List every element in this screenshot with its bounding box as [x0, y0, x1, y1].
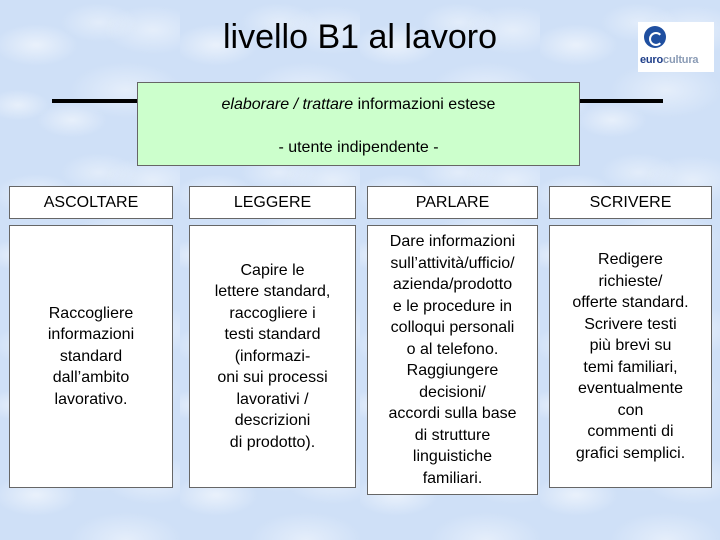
cell-line: informazioni: [47, 326, 135, 344]
column-cell-ascoltare: [9, 225, 173, 488]
cell-line: grafici semplici.: [575, 444, 686, 462]
subtitle-line1: [138, 96, 579, 114]
logo-text-euro: euro: [640, 54, 664, 66]
cell-line: di prodotto).: [229, 433, 316, 451]
cell-line: Capire le: [240, 261, 305, 279]
cell-text: [48, 303, 134, 411]
cell-line: raccogliere i: [229, 304, 316, 322]
subtitle-box: [137, 82, 580, 166]
cell-line: Raggiungere: [406, 362, 499, 379]
column-header-leggere: LEGGERE: [189, 186, 356, 219]
column-cell-leggere: [189, 225, 356, 488]
cell-line: decisioni/: [419, 383, 486, 401]
divider-left: [52, 99, 138, 103]
cell-line: Raccogliere: [48, 304, 134, 322]
cell-line: Dare informazioni: [389, 233, 516, 250]
cell-line: dall’ambito: [52, 369, 130, 387]
cell-line: richieste/: [598, 272, 663, 290]
subtitle-emphasis: elaborare / trattare: [221, 96, 354, 113]
cell-line: azienda/prodotto: [392, 276, 513, 293]
cell-line: sull’attività/ufficio/: [390, 254, 515, 272]
subtitle-line2: - utente indipendente -: [278, 139, 439, 156]
cell-line: lavorativo.: [54, 390, 128, 408]
cell-line: di strutture: [414, 426, 491, 444]
cell-line: con: [617, 401, 644, 419]
cell-text: [215, 260, 331, 454]
cell-line: commenti di: [587, 423, 674, 440]
cell-line: testi standard: [224, 326, 321, 344]
subtitle-rest: informazioni estese: [353, 96, 496, 113]
cell-line: offerte standard.: [572, 294, 689, 311]
cell-line: temi familiari,: [583, 358, 678, 376]
column-header-scrivere: SCRIVERE: [549, 186, 712, 219]
logo-text-cultura: cultura: [663, 54, 699, 66]
logo-wordmark: [640, 54, 698, 66]
cell-line: linguistiche: [412, 448, 493, 465]
cell-line: lavorativi /: [236, 390, 309, 408]
cell-line: descrizioni: [234, 412, 311, 430]
cell-line: familiari.: [422, 469, 483, 487]
cell-line: Redigere: [598, 251, 663, 268]
column-cell-scrivere: [549, 225, 712, 488]
cell-line: colloqui personali: [390, 319, 515, 336]
column-cell-parlare: [367, 225, 538, 495]
divider-right: [580, 99, 663, 103]
cell-text: [388, 231, 516, 489]
cell-line: oni sui processi: [217, 369, 328, 387]
cell-line: più brevi su: [589, 337, 672, 354]
cell-line: standard: [59, 347, 123, 365]
cell-line: e le procedure in: [392, 297, 513, 315]
page-title: livello B1 al lavoro: [222, 18, 498, 56]
cell-line: lettere standard,: [214, 283, 331, 301]
cell-line: (informazi-: [234, 347, 311, 365]
column-header-ascoltare: ASCOLTARE: [9, 186, 173, 219]
cell-text: [572, 249, 688, 464]
cell-line: Scrivere testi: [584, 315, 677, 333]
cell-line: o al telefono.: [406, 340, 499, 358]
logo-mark-icon: [644, 26, 666, 48]
column-header-parlare: PARLARE: [367, 186, 538, 219]
eurocultura-logo: [638, 22, 714, 72]
cell-line: accordi sulla base: [388, 405, 517, 422]
cell-line: eventualmente: [578, 380, 683, 397]
